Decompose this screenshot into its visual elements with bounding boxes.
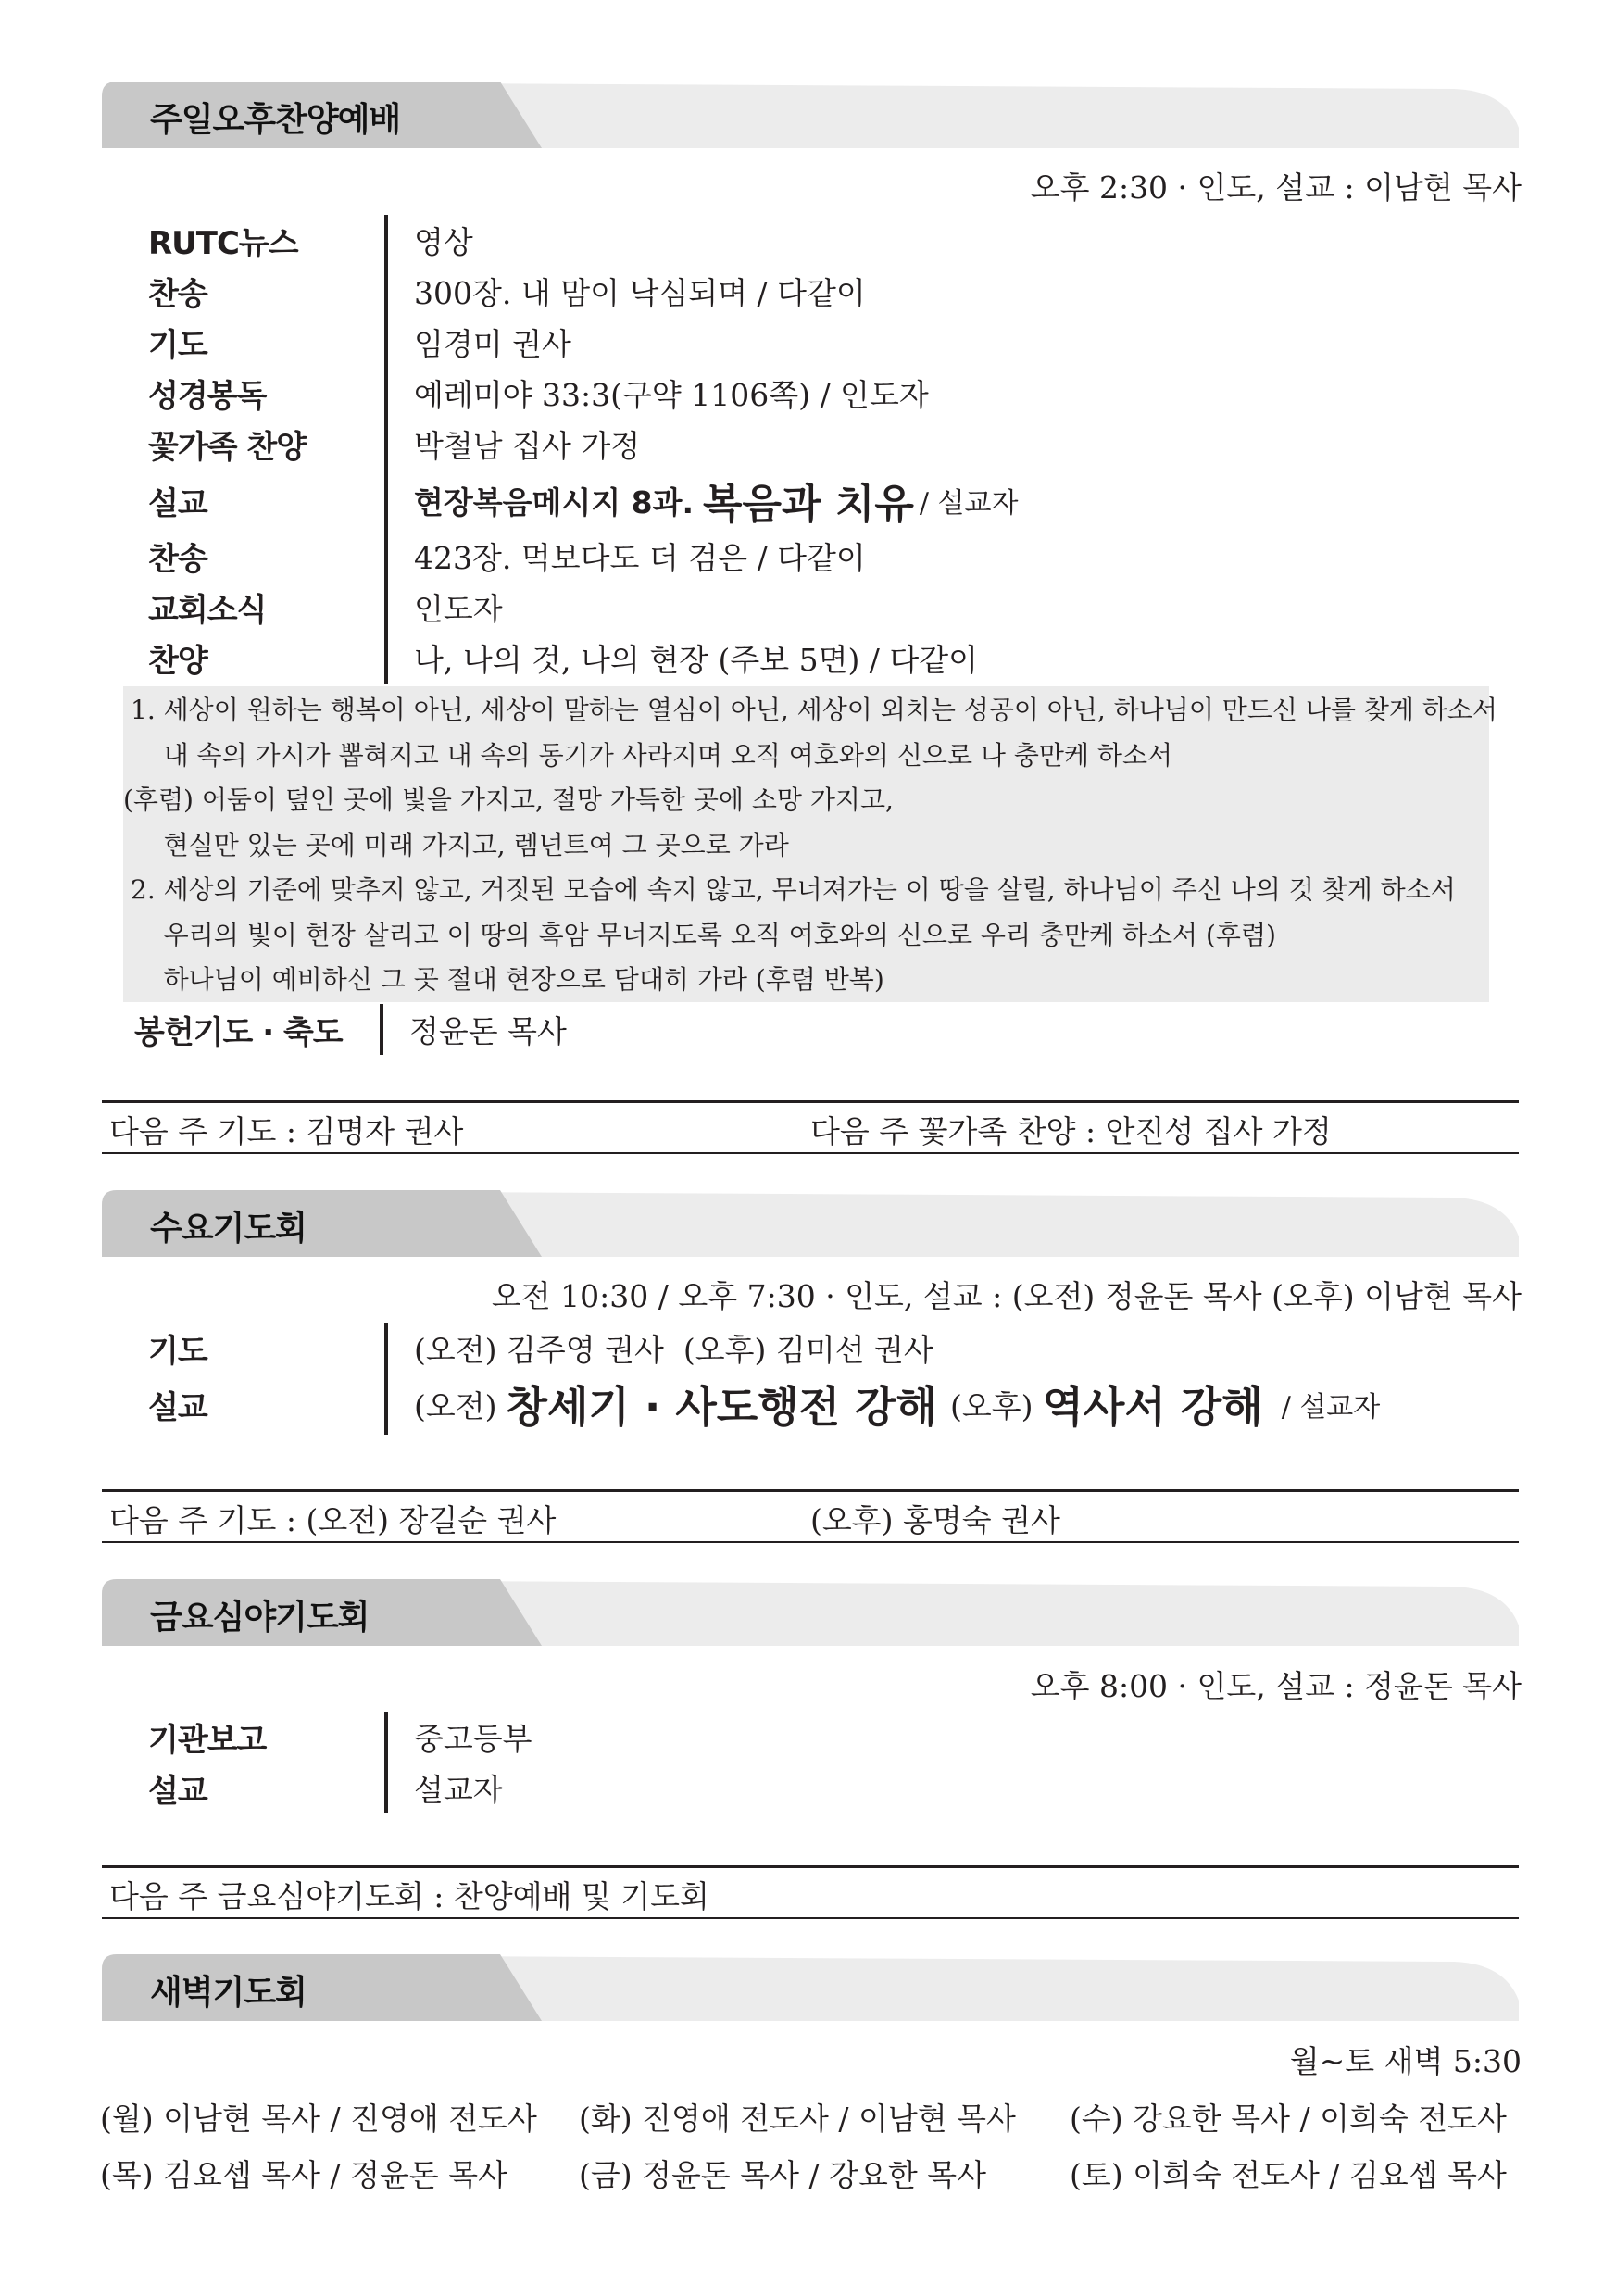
dawn-leader: (화) 진영애 전도사 / 이남현 목사 [579,2101,1016,2137]
lyrics-line: (후렴) 어둠이 덮인 곳에 빛을 가지고, 절망 가득한 곳에 소망 가지고, [123,784,894,815]
section-banner-wednesday [102,1190,1519,1257]
banner-shape [102,1954,1519,2021]
dawn-leader: (금) 정윤돈 목사 / 강요한 목사 [579,2157,986,2193]
lyrics-line: 현실만 있는 곳에 미래 가지고, 렘넌트여 그 곳으로 가라 [131,829,789,860]
order-label: 찬양 [148,643,207,680]
offering-row-wrap [134,1004,567,1055]
pm-tag: (오후) [949,1387,1033,1424]
divider-top [102,1489,1519,1492]
lyrics-line: 2. 세상의 기준에 맞추지 않고, 거짓된 모습에 속지 않고, 무너져가는 이 땅을 살릴, 하나님이 주신 나의 것 찾게 하소서 [131,874,1456,905]
order-label: 찬송 [148,541,207,578]
order-value: 정윤돈 목사 [380,1004,567,1055]
order-label: 설교 [148,1388,207,1426]
order-value: 인도자 [384,582,503,633]
order-value: 영상 [384,215,473,266]
song-lyrics [123,686,1497,1002]
section-title: 새벽기도회 [150,1974,307,2012]
order-value: 임경미 권사 [384,317,571,368]
dawn-leader: (목) 김요셉 목사 / 정윤돈 목사 [100,2157,507,2193]
next-week-prayer: 다음 주 기도 : (오전) 장길순 권사 [109,1502,557,1538]
order-row [148,215,1018,266]
dawn-leader: (월) 이남현 목사 / 진영애 전도사 [100,2101,537,2137]
sermon-suffix: / 설교자 [919,487,1019,520]
order-row [148,419,1018,470]
sermon-value [384,1374,1380,1435]
section-banner-dawn [102,1954,1519,2021]
order-of-service-friday [148,1712,532,1813]
divider-bottom [102,1152,1519,1154]
sermon-value [384,470,1018,531]
dawn-leader: (토) 이희숙 전도사 / 김요셉 목사 [1070,2157,1507,2193]
lyrics-line: 우리의 빛이 현장 살리고 이 땅의 흑암 무너지도록 오직 여호와의 신으로 우리 충만케 하소서 (후렴) [131,919,1276,950]
order-label: 기도 [148,327,207,364]
divider-top [102,1865,1519,1868]
order-value: 423장. 먹보다도 더 검은 / 다같이 [384,531,866,582]
order-value: (오전) 김주영 권사 (오후) 김미선 권사 [384,1323,933,1374]
order-label: 찬송 [148,276,207,313]
order-label: 설교 [148,1773,207,1810]
sermon-row [148,1374,1380,1435]
order-row [148,1323,1380,1374]
service-time: 오전 10:30 / 오후 7:30 · 인도, 설교 : (오전) 정윤돈 목사 (오후) 이남현 목사 [491,1278,1522,1314]
divider-top [102,1100,1519,1103]
order-value: 박철남 집사 가정 [384,419,640,470]
order-row [148,317,1018,368]
sermon-prefix: 현장복음메시지 8과. [414,483,695,521]
order-value: 300장. 내 맘이 낙심되며 / 다같이 [384,266,866,317]
order-label: 기도 [148,1333,207,1370]
section-title: 주일오후찬양예배 [150,101,401,139]
order-value: 나, 나의 것, 나의 현장 (주보 5면) / 다같이 [384,633,978,684]
offering-row [134,1004,567,1055]
lyrics-line: 1. 세상이 원하는 행복이 아닌, 세상이 말하는 열심이 아닌, 세상이 외치는 성공이 아닌, 하나님이 만드신 나를 찾게 하소서 [131,695,1497,725]
order-row [148,368,1018,419]
am-tag: (오전) [414,1387,497,1424]
order-label: 교회소식 [148,592,267,629]
pm-sermon-title: 역사서 강해 [1042,1382,1263,1432]
order-row [148,531,1018,582]
section-title: 수요기도회 [150,1210,307,1248]
am-sermon-title: 창세기 · 사도행전 강해 [506,1382,937,1432]
service-time: 오후 2:30 · 인도, 설교 : 이남현 목사 [1030,169,1522,206]
order-label: 설교 [148,484,207,522]
order-value: 예레미야 33:3(구약 1106쪽) / 인도자 [384,368,929,419]
next-week-flower-family: 다음 주 꽃가족 찬양 : 안진성 집사 가정 [810,1113,1332,1149]
divider-bottom [102,1917,1519,1919]
sermon-suffix: / 설교자 [1281,1391,1381,1424]
lyrics-line: 내 속의 가시가 뽑혀지고 내 속의 동기가 사라지며 오직 여호와의 신으로 나 충만케 하소서 [131,739,1173,771]
order-value: 설교자 [384,1763,503,1813]
banner-shape [102,1190,1519,1257]
order-label: 기관보고 [148,1722,267,1759]
order-row [148,582,1018,633]
dawn-leader: (수) 강요한 목사 / 이희숙 전도사 [1070,2101,1507,2137]
next-week-prayer-pm: (오후) 홍명숙 권사 [810,1502,1060,1538]
order-of-service-wednesday [148,1323,1380,1435]
section-banner-friday [102,1579,1519,1646]
order-of-service-sunday [148,215,1018,684]
divider-bottom [102,1541,1519,1543]
service-time: 월~토 새벽 5:30 [1289,2043,1522,2079]
order-label: 봉헌기도 · 축도 [134,1014,343,1051]
sermon-title: 복음과 치유 [703,481,914,528]
section-title: 금요심야기도회 [150,1599,370,1637]
order-label: 성경봉독 [148,378,267,415]
order-row [148,1763,532,1813]
sermon-row [148,470,1018,531]
lyrics-line: 하나님이 예비하신 그 곳 절대 현장으로 담대히 가라 (후렴 반복) [131,964,884,995]
order-row [148,633,1018,684]
next-week-friday: 다음 주 금요심야기도회 : 찬양예배 및 기도회 [109,1878,709,1914]
order-label: RUTC뉴스 [148,225,298,262]
order-row [148,266,1018,317]
order-label: 꽃가족 찬양 [148,429,307,466]
order-row [148,1712,532,1763]
section-banner-sunday [102,82,1519,148]
next-week-prayer: 다음 주 기도 : 김명자 권사 [109,1113,464,1149]
service-time: 오후 8:00 · 인도, 설교 : 정윤돈 목사 [1030,1668,1522,1704]
order-value: 중고등부 [384,1712,532,1763]
